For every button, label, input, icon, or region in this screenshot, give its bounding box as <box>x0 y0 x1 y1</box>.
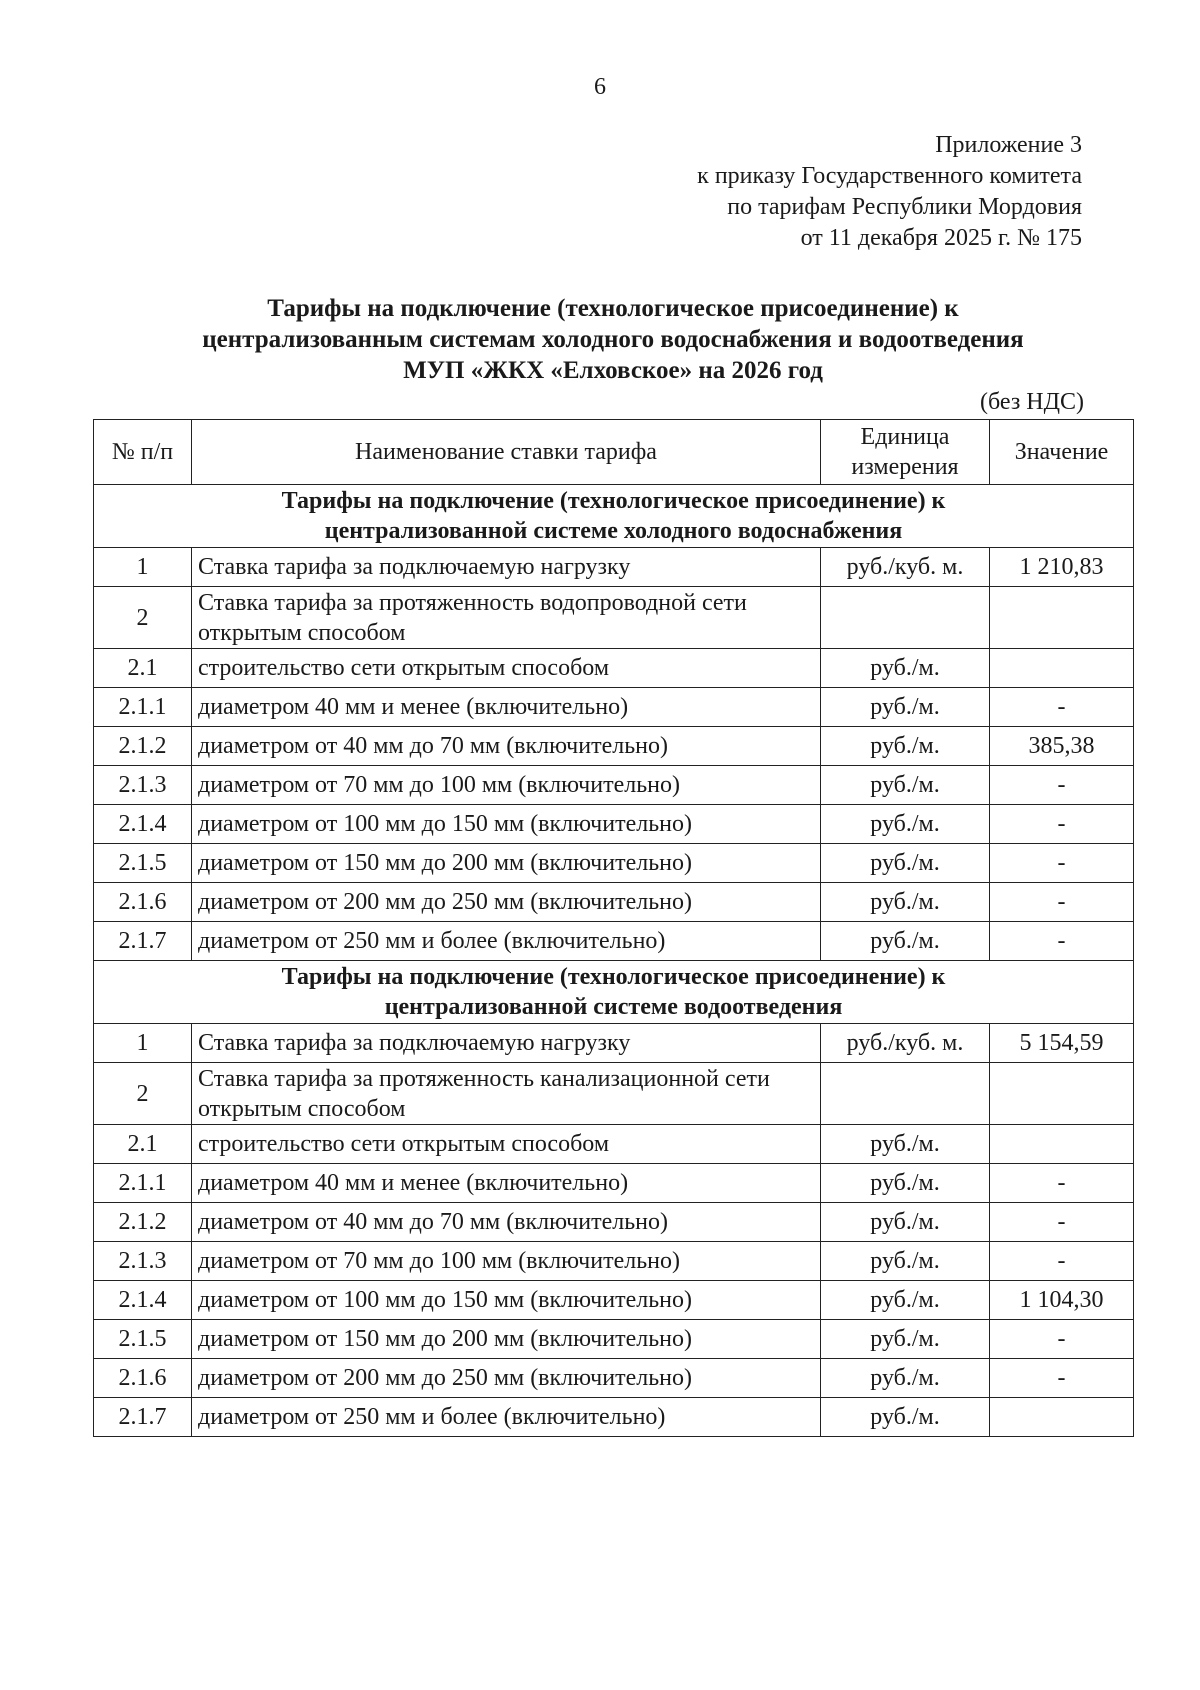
row-value: - <box>990 1242 1134 1281</box>
table-row <box>94 766 1134 805</box>
row-value: - <box>990 922 1134 961</box>
table-row <box>94 805 1134 844</box>
row-name: диаметром от 250 мм и более (включительно) <box>192 922 821 961</box>
table-row <box>94 922 1134 961</box>
row-name: диаметром от 100 мм до 150 мм (включительно) <box>192 1281 821 1320</box>
row-value <box>990 1063 1134 1125</box>
row-value: 1 104,30 <box>990 1281 1134 1320</box>
table-row <box>94 1203 1134 1242</box>
row-value: 5 154,59 <box>990 1024 1134 1063</box>
appendix-reference <box>697 130 1082 254</box>
section-title-line: централизованной системе холодного водоснабжения <box>324 518 903 544</box>
row-value <box>990 1398 1134 1437</box>
appendix-line: от 11 декабря 2025 г. № 175 <box>800 225 1082 251</box>
row-number: 1 <box>94 1024 192 1063</box>
appendix-line: по тарифам Республики Мордовия <box>727 194 1082 220</box>
row-unit: руб./м. <box>821 805 990 844</box>
row-name: строительство сети открытым способом <box>192 1125 821 1164</box>
row-name: диаметром от 70 мм до 100 мм (включительно) <box>192 766 821 805</box>
table-row <box>94 1024 1134 1063</box>
row-unit <box>821 587 990 649</box>
row-unit: руб./м. <box>821 1242 990 1281</box>
row-unit: руб./куб. м. <box>821 1024 990 1063</box>
row-number: 2.1.4 <box>94 805 192 844</box>
row-value: 385,38 <box>990 727 1134 766</box>
row-name: диаметром от 200 мм до 250 мм (включительно) <box>192 1359 821 1398</box>
row-number: 2.1 <box>94 649 192 688</box>
row-unit: руб./м. <box>821 883 990 922</box>
row-unit: руб./м. <box>821 844 990 883</box>
table-row <box>94 727 1134 766</box>
table-row <box>94 1320 1134 1359</box>
row-unit: руб./м. <box>821 1203 990 1242</box>
table-header-row <box>94 420 1134 485</box>
table-row <box>94 1281 1134 1320</box>
row-number: 2.1.4 <box>94 1281 192 1320</box>
row-unit: руб./куб. м. <box>821 548 990 587</box>
row-number: 2.1.3 <box>94 1242 192 1281</box>
title-line: Тарифы на подключение (технологическое присоединение) к <box>267 295 959 322</box>
row-number: 2.1.2 <box>94 727 192 766</box>
row-unit: руб./м. <box>821 766 990 805</box>
row-value: - <box>990 688 1134 727</box>
row-value: 1 210,83 <box>990 548 1134 587</box>
row-value: - <box>990 883 1134 922</box>
appendix-line: к приказу Государственного комитета <box>697 163 1082 189</box>
row-name: Ставка тарифа за протяженность канализационной сети открытым способом <box>192 1063 821 1125</box>
row-number: 2 <box>94 1063 192 1125</box>
row-number: 2.1.6 <box>94 883 192 922</box>
row-unit: руб./м. <box>821 1320 990 1359</box>
row-name: диаметром от 40 мм до 70 мм (включительно) <box>192 1203 821 1242</box>
row-unit: руб./м. <box>821 688 990 727</box>
section-title <box>94 485 1134 548</box>
header-num: № п/п <box>94 420 192 485</box>
table-row <box>94 883 1134 922</box>
table-row <box>94 1359 1134 1398</box>
table-row <box>94 844 1134 883</box>
row-number: 2.1.5 <box>94 844 192 883</box>
section-header-row <box>94 961 1134 1024</box>
header-value: Значение <box>990 420 1134 485</box>
table-row <box>94 548 1134 587</box>
row-name: диаметром от 100 мм до 150 мм (включительно) <box>192 805 821 844</box>
row-name: Ставка тарифа за подключаемую нагрузку <box>192 1024 821 1063</box>
row-number: 2.1.7 <box>94 922 192 961</box>
row-value <box>990 649 1134 688</box>
row-unit: руб./м. <box>821 727 990 766</box>
row-value: - <box>990 766 1134 805</box>
row-name: диаметром от 40 мм до 70 мм (включительно) <box>192 727 821 766</box>
row-unit: руб./м. <box>821 1125 990 1164</box>
row-value: - <box>990 1164 1134 1203</box>
row-unit: руб./м. <box>821 1281 990 1320</box>
title-line: централизованным системам холодного водоснабжения и водоотведения <box>202 326 1024 353</box>
row-name: Ставка тарифа за протяженность водопроводной сети открытым способом <box>192 587 821 649</box>
header-name: Наименование ставки тарифа <box>192 420 821 485</box>
row-number: 2.1.7 <box>94 1398 192 1437</box>
table-row <box>94 688 1134 727</box>
table-row <box>94 1242 1134 1281</box>
row-name: диаметром от 70 мм до 100 мм (включительно) <box>192 1242 821 1281</box>
row-value: - <box>990 1203 1134 1242</box>
row-name: диаметром от 150 мм до 200 мм (включительно) <box>192 1320 821 1359</box>
row-unit: руб./м. <box>821 1164 990 1203</box>
row-name: диаметром 40 мм и менее (включительно) <box>192 1164 821 1203</box>
title-line: МУП «ЖКХ «Елховское» на 2026 год <box>403 357 823 384</box>
row-name: диаметром от 250 мм и более (включительно) <box>192 1398 821 1437</box>
tariff-table-body <box>94 485 1134 1437</box>
row-value <box>990 1125 1134 1164</box>
row-unit: руб./м. <box>821 922 990 961</box>
table-row <box>94 1398 1134 1437</box>
row-number: 2.1.1 <box>94 1164 192 1203</box>
table-row <box>94 1164 1134 1203</box>
row-number: 2.1.1 <box>94 688 192 727</box>
row-unit: руб./м. <box>821 649 990 688</box>
table-row <box>94 587 1134 649</box>
row-unit <box>821 1063 990 1125</box>
table-row <box>94 649 1134 688</box>
section-title-line: Тарифы на подключение (технологическое присоединение) к <box>281 488 946 514</box>
row-number: 2.1.6 <box>94 1359 192 1398</box>
tariff-table <box>93 419 1134 1437</box>
table-row <box>94 1125 1134 1164</box>
row-number: 2.1.5 <box>94 1320 192 1359</box>
row-unit: руб./м. <box>821 1398 990 1437</box>
row-number: 2.1.2 <box>94 1203 192 1242</box>
row-value: - <box>990 805 1134 844</box>
row-value <box>990 587 1134 649</box>
row-name: Ставка тарифа за подключаемую нагрузку <box>192 548 821 587</box>
section-header-row <box>94 485 1134 548</box>
table-row <box>94 1063 1134 1125</box>
row-name: диаметром 40 мм и менее (включительно) <box>192 688 821 727</box>
section-title <box>94 961 1134 1024</box>
row-value: - <box>990 844 1134 883</box>
row-number: 2.1.3 <box>94 766 192 805</box>
row-number: 2.1 <box>94 1125 192 1164</box>
row-value: - <box>990 1320 1134 1359</box>
header-unit: Единица измерения <box>821 420 990 485</box>
row-number: 2 <box>94 587 192 649</box>
row-value: - <box>990 1359 1134 1398</box>
vat-note: (без НДС) <box>979 389 1084 415</box>
section-title-line: централизованной системе водоотведения <box>384 994 843 1020</box>
row-number: 1 <box>94 548 192 587</box>
appendix-line: Приложение 3 <box>935 132 1082 158</box>
row-name: диаметром от 150 мм до 200 мм (включительно) <box>192 844 821 883</box>
page-number: 6 <box>594 74 606 100</box>
row-unit: руб./м. <box>821 1359 990 1398</box>
section-title-line: Тарифы на подключение (технологическое присоединение) к <box>281 964 946 990</box>
row-name: строительство сети открытым способом <box>192 649 821 688</box>
row-name: диаметром от 200 мм до 250 мм (включительно) <box>192 883 821 922</box>
document-title <box>93 293 1133 386</box>
